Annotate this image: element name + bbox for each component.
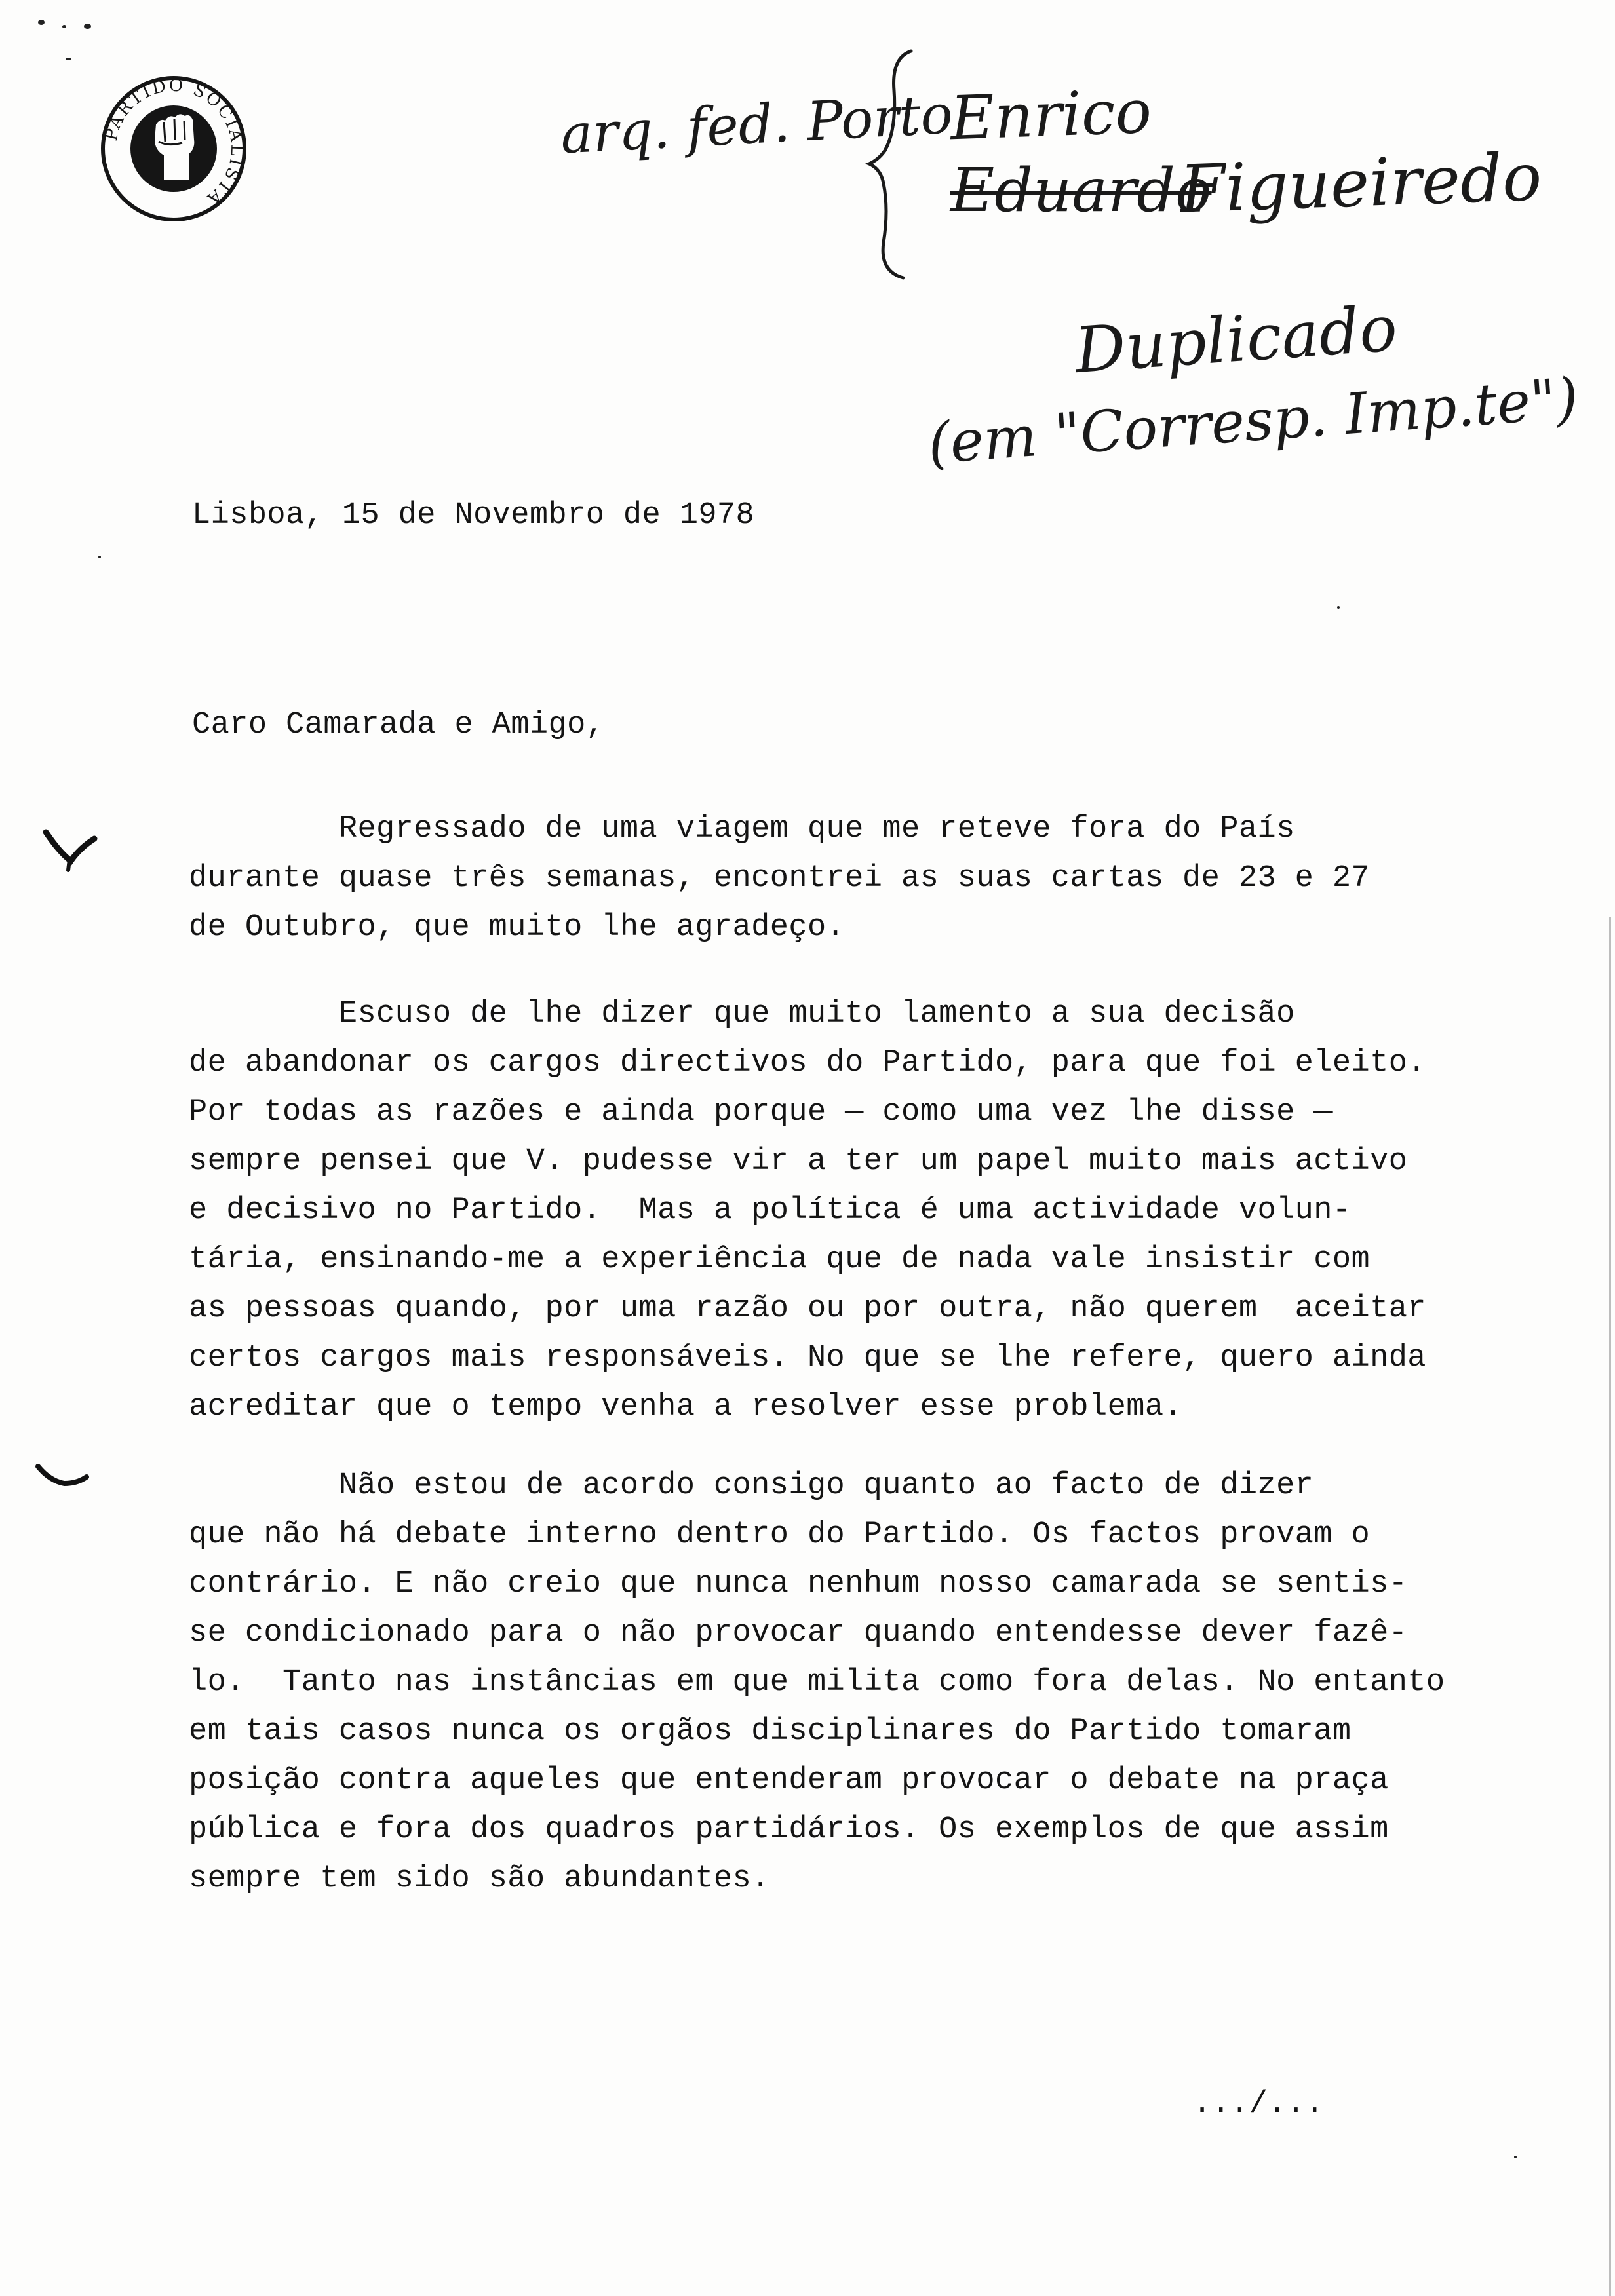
check-mark-icon <box>41 819 100 878</box>
paragraph-line: sempre tem sido são abundantes. <box>189 1862 770 1896</box>
paragraph-line: certos cargos mais responsáveis. No que se lhe refere, quero ainda <box>189 1341 1426 1375</box>
check-mark-icon <box>33 1448 92 1507</box>
paragraph-line: pública e fora dos quadros partidários. Os exemplos de que assim <box>189 1812 1389 1847</box>
paragraph-line: de Outubro, que muito lhe agradeço. <box>189 910 846 945</box>
scan-speck <box>1337 606 1340 609</box>
scan-speck <box>38 20 45 25</box>
paragraph-3 <box>189 1461 1526 1904</box>
salutation: Caro Camarada e Amigo, <box>192 708 605 742</box>
continuation-marker: .../... <box>1193 2087 1325 2122</box>
recipient-last-name: Figueiredo <box>1178 138 1544 228</box>
paragraph-line: tária, ensinando-me a experiência que de nada vale insistir com <box>189 1242 1371 1277</box>
paragraph-1 <box>189 805 1526 952</box>
paragraph-line: contrário. E não creio que nunca nenhum nosso camarada se sentis- <box>189 1567 1408 1601</box>
paragraph-line: Não estou de acordo consigo quanto ao facto de dizer <box>189 1468 1314 1503</box>
paragraph-line: lo. Tanto nas instâncias em que milita como fora delas. No entanto <box>189 1665 1445 1700</box>
paragraph-line: que não há debate interno dentro do Partido. Os factos provam o <box>189 1518 1371 1552</box>
paragraph-line: durante quase três semanas, encontrei as suas cartas de 23 e 27 <box>189 861 1371 896</box>
paragraph-line: Por todas as razões e ainda porque — como uma vez lhe disse — <box>189 1095 1333 1130</box>
scan-edge-line <box>1609 917 1611 2296</box>
duplicate-note: Duplicado <box>1072 291 1400 388</box>
paragraph-line: posição contra aqueles que entenderam provocar o debate na praça <box>189 1763 1389 1798</box>
recipient-first-name: Enrico <box>949 76 1153 154</box>
paragraph-line: acreditar que o tempo venha a resolver esse problema. <box>189 1390 1183 1425</box>
paragraph-line: se condicionado para o não provocar quando entendesse dever fazê- <box>189 1616 1408 1651</box>
recipient-struck-name: Eduardo <box>950 155 1212 225</box>
dateline: Lisboa, 15 de Novembro de 1978 <box>192 498 755 533</box>
paragraph-line: Regressado de uma viagem que me reteve fora do País <box>189 812 1295 847</box>
paragraph-line: as pessoas quando, por uma razão ou por outra, não querem aceitar <box>189 1292 1426 1326</box>
duplicate-sub-note: (em "Corresp. Imp.te") <box>925 366 1581 477</box>
paragraph-2 <box>189 989 1526 1432</box>
scan-speck <box>62 25 66 28</box>
scan-speck <box>84 24 91 29</box>
logo-text: PARTIDO SOCIALISTA <box>101 75 247 210</box>
archive-note: arq. fed. Porto <box>558 83 955 166</box>
curly-brace <box>865 46 924 282</box>
raised-fist-icon <box>98 73 249 224</box>
paragraph-line: sempre pensei que V. pudesse vir a ter um papel muito mais activo <box>189 1144 1408 1179</box>
paragraph-line: e decisivo no Partido. Mas a política é uma actividade volun- <box>189 1193 1352 1228</box>
paragraph-line: Escuso de lhe dizer que muito lamento a sua decisão <box>189 997 1295 1031</box>
paragraph-line: de abandonar os cargos directivos do Partido, para que foi eleito. <box>189 1046 1426 1081</box>
paragraph-line: em tais casos nunca os orgãos disciplinares do Partido tomaram <box>189 1714 1352 1749</box>
scan-speck <box>98 556 101 558</box>
party-logo <box>98 73 249 224</box>
scan-speck <box>1514 2156 1517 2158</box>
scan-speck <box>66 58 71 60</box>
